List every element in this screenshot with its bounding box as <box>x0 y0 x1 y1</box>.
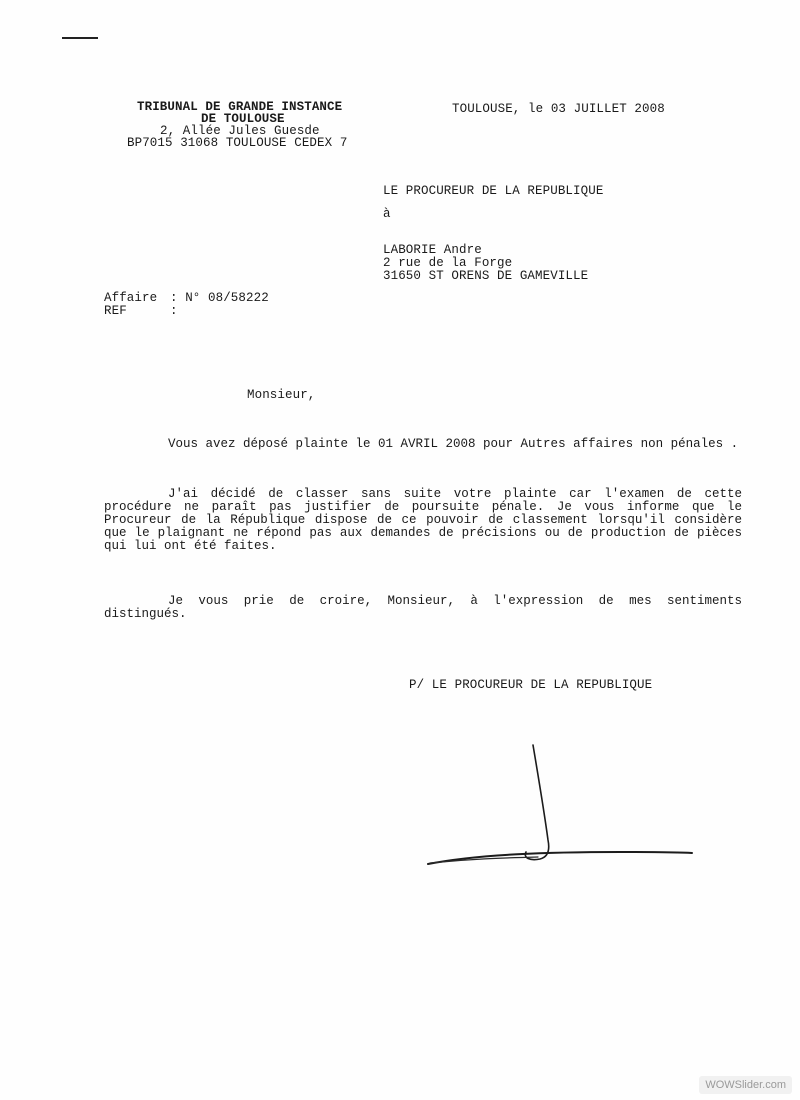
signature-title: P/ LE PROCUREUR DE LA REPUBLIQUE <box>409 678 653 692</box>
scan-mark <box>62 37 98 39</box>
place-date: TOULOUSE, le 03 JUILLET 2008 <box>452 102 665 116</box>
affaire-value: : N° 08/58222 <box>170 291 269 305</box>
salutation: Monsieur, <box>247 388 316 402</box>
watermark-badge: WOWSlider.com <box>699 1076 792 1094</box>
recipient-name: LABORIE Andre <box>383 243 482 257</box>
court-name-line1: TRIBUNAL DE GRANDE INSTANCE <box>137 100 343 114</box>
ref-label: REF <box>104 304 127 318</box>
court-address-line2: BP7015 31068 TOULOUSE CEDEX 7 <box>127 136 348 150</box>
to-word: à <box>383 207 391 221</box>
court-address-line1: 2, Allée Jules Guesde <box>160 124 320 138</box>
affaire-label: Affaire <box>104 291 158 305</box>
paragraph-complaint: Vous avez déposé plainte le 01 AVRIL 2008 pour Autres affaires non pénales . <box>168 437 739 451</box>
sender-title: LE PROCUREUR DE LA REPUBLIQUE <box>383 184 604 198</box>
handwritten-signature <box>420 740 710 880</box>
recipient-city: 31650 ST ORENS DE GAMEVILLE <box>383 269 589 283</box>
paragraph-closing: Je vous prie de croire, Monsieur, à l'expression de mes sentiments distingués. <box>104 594 742 621</box>
recipient-street: 2 rue de la Forge <box>383 256 513 270</box>
paragraph-dismissal: J'ai décidé de classer sans suite votre plainte car l'examen de cette procédure ne paraît pas justifier de poursuite pénale. Je vous informe que le Procureur de la République dispose de ce pouvoir de classement lorsqu'il considère que le plaignant ne répond pas aux demandes de précisions ou de production de pièces qui lui ont été faites. <box>104 487 742 553</box>
ref-value: : <box>170 304 178 318</box>
court-name-line2: DE TOULOUSE <box>201 112 285 126</box>
